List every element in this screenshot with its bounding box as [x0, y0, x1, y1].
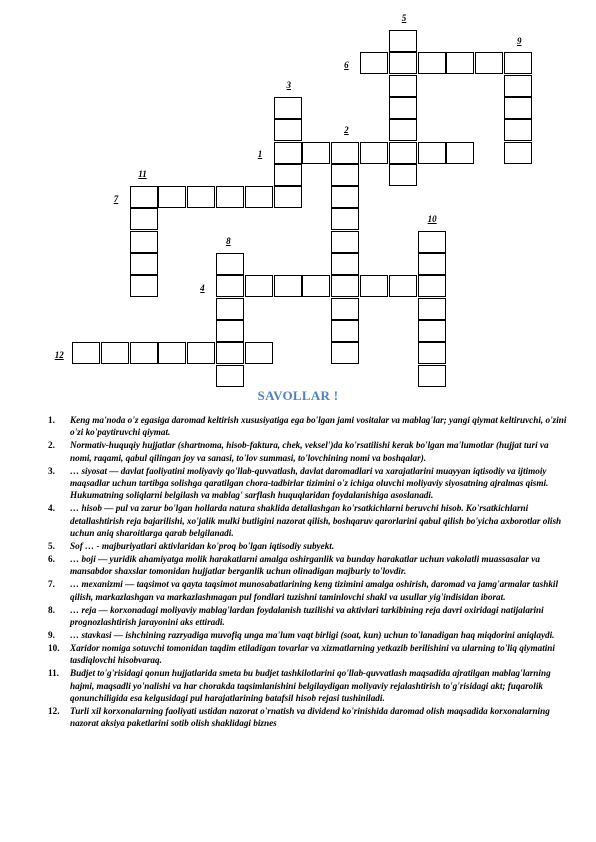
crossword-cell[interactable] — [158, 342, 186, 364]
crossword-grid — [0, 0, 596, 390]
crossword-cell[interactable] — [130, 186, 158, 208]
question-number: 2. — [48, 440, 55, 451]
clue-number-3: 3 — [286, 80, 292, 91]
crossword-cell[interactable] — [389, 119, 417, 141]
question-text: … siyosat — davlat faoliyatini moliyaviy qo'llab-quvvatlash, davlat daromadlari va xarajatlarini muayyan iqtisodiy va ijtimoiy maqsadlar uchun tartibga solishga qaratilgan chora-tadbirlar tizimini o'z ichiga oluvchi moliyaviy siyosatning ajralmas qismi. Hukumatning soliqlarni belgilash va mablag' sarflash huquqlaridan foydalanishiga asoslanadi. — [70, 465, 549, 501]
crossword-cell[interactable] — [418, 231, 446, 253]
crossword-cell[interactable] — [130, 231, 158, 253]
question-item — [48, 604, 568, 629]
crossword-cell[interactable] — [360, 52, 388, 74]
crossword-cell[interactable] — [418, 142, 446, 164]
question-number: 11. — [48, 668, 59, 679]
crossword-cell[interactable] — [418, 253, 446, 275]
question-number: 6. — [48, 553, 55, 564]
clue-number-12: 12 — [54, 350, 64, 360]
crossword-cell[interactable] — [216, 342, 244, 364]
question-number: 7. — [48, 579, 55, 590]
questions-heading: SAVOLLAR ! — [257, 388, 339, 403]
question-number: 3. — [48, 465, 55, 476]
crossword-cell[interactable] — [130, 208, 158, 230]
crossword-cell[interactable] — [418, 320, 446, 342]
crossword-cell[interactable] — [216, 275, 244, 297]
clue-number-2: 2 — [344, 124, 349, 135]
crossword-cell[interactable] — [187, 186, 215, 208]
question-number: 9. — [48, 629, 55, 640]
crossword-cell[interactable] — [331, 186, 359, 208]
crossword-cell[interactable] — [446, 142, 474, 164]
crossword-cell[interactable] — [475, 52, 503, 74]
crossword-cell[interactable] — [389, 75, 417, 97]
crossword-cell[interactable] — [360, 275, 388, 297]
crossword-cell[interactable] — [245, 342, 273, 364]
crossword-cell[interactable] — [216, 365, 244, 387]
crossword-cell[interactable] — [389, 97, 417, 119]
crossword-cell[interactable] — [389, 275, 417, 297]
question-item — [48, 414, 568, 439]
crossword-cell[interactable] — [418, 52, 446, 74]
crossword-cell[interactable] — [418, 275, 446, 297]
crossword-cell[interactable] — [331, 320, 359, 342]
question-text: Xaridor nomiga sotuvchi tomonidan taqdim etiladigan tovarlar va xizmatlarning yetkazib berilishini va ularning to'liq qiymatini tasdiqlovchi hisobvaraq. — [70, 642, 555, 666]
crossword-cell[interactable] — [274, 97, 302, 119]
crossword-cell[interactable] — [216, 298, 244, 320]
crossword-cell[interactable] — [504, 97, 532, 119]
question-item — [48, 553, 568, 578]
question-number: 4. — [48, 503, 55, 514]
question-item — [48, 705, 568, 730]
crossword-cell[interactable] — [418, 298, 446, 320]
clue-number-9: 9 — [516, 35, 522, 46]
question-text: Keng ma'noda o'z egasiga daromad keltirish xususiyatiga ega bo'lgan jami vositalar va mablag'lar; yangi qiymat keltiruvchi, o'zini o'zi ko'paytiruvchi qiymat. — [70, 415, 567, 438]
crossword-cell[interactable] — [504, 52, 532, 74]
crossword-cell[interactable] — [504, 142, 532, 164]
question-text: Sof … - majburiyatlari aktivlaridan ko'proq bo'lgan iqtisodiy subyekt. — [70, 541, 335, 552]
crossword-cell[interactable] — [245, 275, 273, 297]
questions-list — [48, 414, 568, 730]
crossword-cell[interactable] — [274, 142, 302, 164]
question-text: Budjet to'g'risidagi qonun hujjatlarida smeta bu budjet tashkilotlarini qo'llab-quvvatlash maqsadida ajratilgan mablag'larning hajmi, maqsadli yo'nalishi va har chorakda taqsimlanishini belgilaydigan moliyaviy rejalashtirish to'g'risidagi akt; fuqarolik qonunchiligida esa kelgusidagi pul harajatlarining batafsil hisob rejasi tushiniladi. — [70, 668, 551, 703]
crossword-cell[interactable] — [331, 253, 359, 275]
question-text: … stavkasi — ishchining razryadiga muvofiq unga ma'lum vaqt birligi (soat, kun) uchun to'lanadigan haq miqdorini aniqlaydi. — [70, 629, 555, 640]
clue-number-5: 5 — [401, 13, 407, 24]
crossword-cell[interactable] — [274, 186, 302, 208]
clue-number-11: 11 — [138, 169, 147, 180]
crossword-cell[interactable] — [389, 30, 417, 52]
question-text: Turli xil korxonalarning faoliyati ustidan nazorat o'rnatish va dividend ko'rinishida daromad olish maqsadida korxonalarning nazorat aksiya paketlarini sotib olish shaklidagi biznes — [70, 705, 550, 729]
question-text: … mexanizmi — taqsimot va qayta taqsimot munosabatlarining keng tizimini amalga oshirish, daromad va jamg'armalar tashkil qilish, markazlashgan va markazlashmagan pul fondlari tuzishni taminlovchi shakl va usullar yig'indisidan iborat. — [70, 579, 559, 602]
crossword-cell[interactable] — [504, 75, 532, 97]
crossword-cell[interactable] — [331, 342, 359, 364]
question-text: … boji — yuridik ahamiyatga molik harakatlarni amalga oshirganlik va bunday harakatlar uchun vakolatli muassasalar va mansabdor shaxslar tomonidan hujjatlar berganlik uchun olinadigan majburiy to'lovdir. — [70, 553, 540, 577]
question-item — [48, 667, 568, 704]
question-text: … reja — korxonadagi moliyaviy mablag'lardan foydalanish tuzilishi va aktivlari tarkibining reja davri oxiridagi natijalarini prognozlashtirish jarayonini aks ettiradi. — [70, 604, 544, 627]
question-number: 5. — [48, 541, 55, 552]
crossword-cell[interactable] — [302, 275, 330, 297]
clue-number-7: 7 — [113, 193, 119, 204]
crossword-cell[interactable] — [216, 186, 244, 208]
clue-number-4: 4 — [200, 283, 205, 294]
crossword-cell[interactable] — [331, 208, 359, 230]
crossword-cell[interactable] — [158, 186, 186, 208]
question-text: Normativ-huquqiy hujjatlar (shartnoma, hisob-faktura, chek, veksel')da ko'rsatilishi kerak bo'lgan ma'lumotlar (hujjat turi va nomi, raqami, qabul qilingan joy va sanasi, to'lov summasi, to'lovchining nomi va boshqalar). — [70, 440, 549, 463]
crossword-cell[interactable] — [331, 231, 359, 253]
crossword-cell[interactable] — [389, 164, 417, 186]
crossword-cell[interactable] — [331, 298, 359, 320]
crossword-cell[interactable] — [302, 142, 330, 164]
question-number: 12. — [48, 705, 60, 716]
question-item — [48, 465, 568, 502]
crossword-cell[interactable] — [389, 52, 417, 74]
crossword-cell[interactable] — [72, 342, 100, 364]
crossword-cell[interactable] — [331, 142, 359, 164]
crossword-cell[interactable] — [418, 365, 446, 387]
crossword-cell[interactable] — [101, 342, 129, 364]
question-item — [48, 439, 568, 464]
question-item — [48, 642, 568, 667]
crossword-cell[interactable] — [216, 253, 244, 275]
clue-number-8: 8 — [226, 236, 231, 247]
crossword-cell[interactable] — [245, 186, 273, 208]
crossword-cell[interactable] — [331, 164, 359, 186]
crossword-cell[interactable] — [446, 52, 474, 74]
question-number: 10. — [48, 642, 60, 653]
question-number: 8. — [48, 604, 55, 615]
crossword-cell[interactable] — [389, 142, 417, 164]
question-item — [48, 540, 568, 552]
clue-number-10: 10 — [427, 213, 437, 224]
crossword-cell[interactable] — [331, 275, 359, 297]
crossword-cell[interactable] — [187, 342, 215, 364]
crossword-cell[interactable] — [504, 119, 532, 141]
crossword-cell[interactable] — [274, 275, 302, 297]
crossword-cell[interactable] — [130, 253, 158, 275]
crossword-cell[interactable] — [360, 142, 388, 164]
crossword-cell[interactable] — [216, 320, 244, 342]
crossword-cell[interactable] — [130, 275, 158, 297]
question-text: … hisob — pul va zarur bo'lgan hollarda natura shaklida detallashgan ko'rsatkichlarni beruvchi hisob. Ko'rsatkichlarni detallashtirish reja bajarilishi, xo'jalik mulki butligini nazorat qilish, boshqaruv qarorlarini qabul qilish bo'yicha axborotlar olish uchun aniq sharoitlarga qarab belgilanadi. — [70, 503, 562, 539]
crossword-cell[interactable] — [274, 164, 302, 186]
crossword-cell[interactable] — [274, 119, 302, 141]
crossword-cell[interactable] — [418, 342, 446, 364]
question-item — [48, 629, 568, 641]
question-item — [48, 502, 568, 539]
crossword-cell[interactable] — [130, 342, 158, 364]
question-number: 1. — [48, 415, 55, 425]
clue-number-1: 1 — [257, 149, 263, 160]
clue-number-6: 6 — [344, 60, 349, 71]
question-item — [48, 578, 568, 603]
